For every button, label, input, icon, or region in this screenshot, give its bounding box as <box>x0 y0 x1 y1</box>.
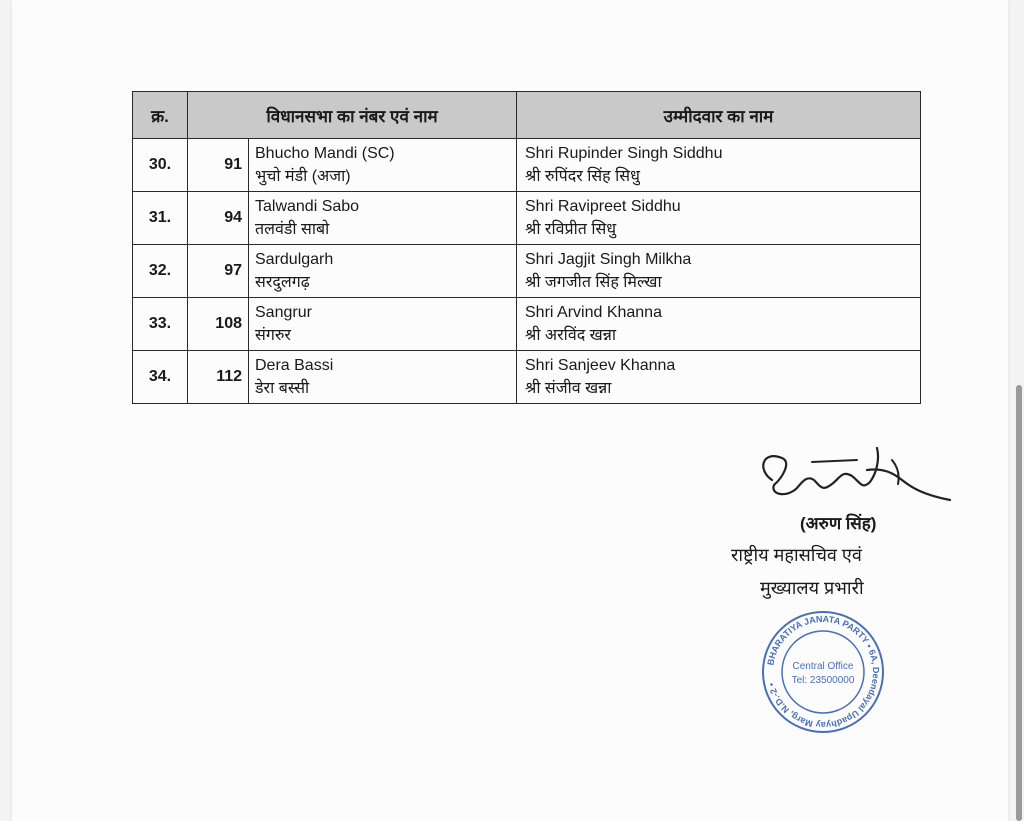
table-row <box>133 192 921 245</box>
constituency-name-en: Sardulgarh <box>255 251 334 268</box>
signatory-name: (अरुण सिंह) <box>800 514 877 533</box>
party-office-stamp <box>758 607 888 737</box>
candidate-name-cell <box>517 298 921 351</box>
constituency-name-cell <box>249 298 517 351</box>
serial-cell: 30. <box>133 139 188 192</box>
header-serial: क्र. <box>133 92 188 139</box>
candidate-name-hi: श्री जगजीत सिंह मिल्खा <box>525 274 662 291</box>
serial-cell: 34. <box>133 351 188 404</box>
signatory-designation: राष्ट्रीय महासचिव एवं <box>731 545 862 565</box>
constituency-name-hi: तलवंडी साबो <box>255 221 330 238</box>
stamp-line-1: Central Office <box>792 661 854 672</box>
table-row <box>133 298 921 351</box>
candidate-name-cell <box>517 351 921 404</box>
constituency-name-en: Talwandi Sabo <box>255 198 360 215</box>
constituency-number: 108 <box>188 298 249 351</box>
table-row <box>133 139 921 192</box>
candidate-name-cell <box>517 139 921 192</box>
candidate-name-en: Shri Ravipreet Siddhu <box>525 198 681 215</box>
constituency-name-cell <box>249 245 517 298</box>
table-header-row <box>133 92 921 139</box>
constituency-number: 112 <box>188 351 249 404</box>
stamp-line-2: Tel: 23500000 <box>791 675 855 686</box>
candidate-name-en: Shri Sanjeev Khanna <box>525 357 676 374</box>
handwritten-signature <box>752 440 952 515</box>
candidate-name-hi: श्री संजीव खन्ना <box>525 380 612 397</box>
signatory-designation-line2: मुख्यालय प्रभारी <box>760 578 864 598</box>
serial-cell: 31. <box>133 192 188 245</box>
scrollbar[interactable] <box>1016 385 1022 821</box>
constituency-name-cell <box>249 351 517 404</box>
table-row <box>133 351 921 404</box>
constituency-name-cell <box>249 139 517 192</box>
candidate-name-cell <box>517 245 921 298</box>
constituency-name-hi: डेरा बस्सी <box>255 380 310 397</box>
candidate-name-en: Shri Jagjit Singh Milkha <box>525 251 692 268</box>
constituency-name-hi: संगरुर <box>255 327 291 344</box>
candidate-name-en: Shri Arvind Khanna <box>525 304 662 321</box>
header-candidate: उम्मीदवार का नाम <box>517 92 921 139</box>
candidate-name-en: Shri Rupinder Singh Siddhu <box>525 145 723 162</box>
candidate-table <box>132 91 921 404</box>
candidate-name-hi: श्री रुपिंदर सिंह सिधु <box>525 168 640 185</box>
constituency-name-hi: सरदुलगढ़ <box>255 274 310 291</box>
candidate-name-cell <box>517 192 921 245</box>
table-row <box>133 245 921 298</box>
serial-cell: 33. <box>133 298 188 351</box>
candidate-name-hi: श्री अरविंद खन्ना <box>525 327 617 344</box>
serial-cell: 32. <box>133 245 188 298</box>
constituency-name-cell <box>249 192 517 245</box>
header-constituency: विधानसभा का नंबर एवं नाम <box>188 92 517 139</box>
constituency-name-hi: भुचो मंडी (अजा) <box>255 168 351 185</box>
constituency-number: 97 <box>188 245 249 298</box>
constituency-name-en: Sangrur <box>255 304 312 321</box>
constituency-number: 94 <box>188 192 249 245</box>
constituency-name-en: Bhucho Mandi (SC) <box>255 145 395 162</box>
constituency-number: 91 <box>188 139 249 192</box>
candidate-name-hi: श्री रविप्रीत सिधु <box>525 221 617 238</box>
stamp-ring-text: BHARATIYA JANATA PARTY • 6A, Deendayal Upadhyay Marg, N.D.-2 • <box>765 613 882 731</box>
constituency-name-en: Dera Bassi <box>255 357 334 374</box>
